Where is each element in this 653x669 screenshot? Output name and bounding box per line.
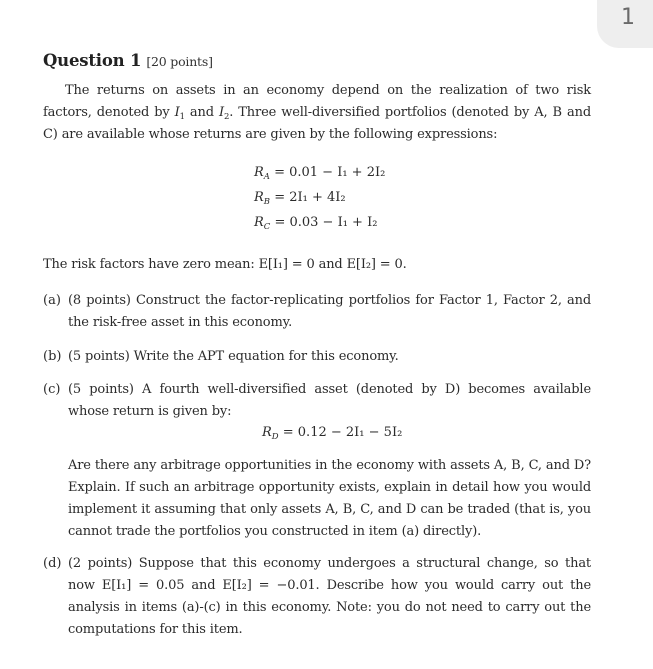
factor-i1: $I_1$ bbox=[174, 105, 185, 122]
item-b-label: (b) bbox=[43, 349, 62, 364]
intro-text-2: and bbox=[184, 105, 219, 120]
zero-mean-math: E[I₁] = 0 and E[I₂] = 0. bbox=[258, 257, 407, 272]
equation-ra: $R_A = 0.01 - I_1 + 2I_2$ bbox=[254, 165, 386, 182]
item-a-text: (8 points) Construct the factor-replicating portfolios for Factor 1, Factor 2, and the risk-free asset in this economy. bbox=[68, 293, 591, 330]
item-a-label: (a) bbox=[43, 293, 61, 308]
intro-text-1: The returns on assets in an economy depend on the realization of two risk factors, denoted by bbox=[43, 83, 591, 120]
question-points: [20 points] bbox=[146, 54, 213, 69]
item-d-label: (d) bbox=[43, 556, 62, 571]
item-c bbox=[43, 379, 591, 423]
question-heading bbox=[43, 51, 213, 70]
item-c-text: (5 points) A fourth well-diversified asset (denoted by D) becomes available whose return is given by: bbox=[68, 382, 591, 419]
zero-mean-statement: The risk factors have zero mean: E[I₁] = 0 and E[I₂] = 0. bbox=[43, 257, 407, 272]
intro-text-3: . Three well-diversified portfolios (denoted by A, B and C) are available whose returns are given by the following expressions: bbox=[43, 105, 591, 142]
item-d-math: E[I₁] = 0.05 and E[I₂] = −0.01. bbox=[101, 578, 320, 593]
page-number-badge: 1 bbox=[597, 0, 653, 48]
equation-rb: $R_B = 2I_1 + 4I_2$ bbox=[254, 190, 346, 207]
item-d-text: (2 points) Suppose that this economy undergoes a structural change, so that now E[I₁] = 0.05 and E[I₂] = −0.01. Describe how you would carry out the analysis in items (a)-(c) in this economy. Note: you do not need to carry out the computations for this item. bbox=[68, 556, 592, 637]
equation-rd: $R_D = 0.12 - 2I_1 - 5I_2$ bbox=[262, 425, 403, 442]
intro-paragraph bbox=[43, 80, 591, 146]
item-b bbox=[43, 346, 591, 368]
item-c-label: (c) bbox=[43, 382, 61, 397]
factor-i2: $I_2$ bbox=[218, 105, 230, 122]
item-d bbox=[43, 553, 591, 641]
equation-rc: $R_C = 0.03 - I_1 + I_2$ bbox=[254, 215, 378, 232]
question-title: Question 1 bbox=[43, 51, 142, 70]
item-b-text: (5 points) Write the APT equation for this economy. bbox=[68, 349, 399, 364]
item-c-continuation: Are there any arbitrage opportunities in the economy with assets A, B, C, and D? Explain. If such an arbitrage opportunity exists, explain in detail how you would implement it assuming that only assets A, B, C, and D can be traded (that is, you cannot trade the portfolios you constructed in item (a) directly). bbox=[68, 458, 591, 539]
item-a bbox=[43, 290, 591, 334]
